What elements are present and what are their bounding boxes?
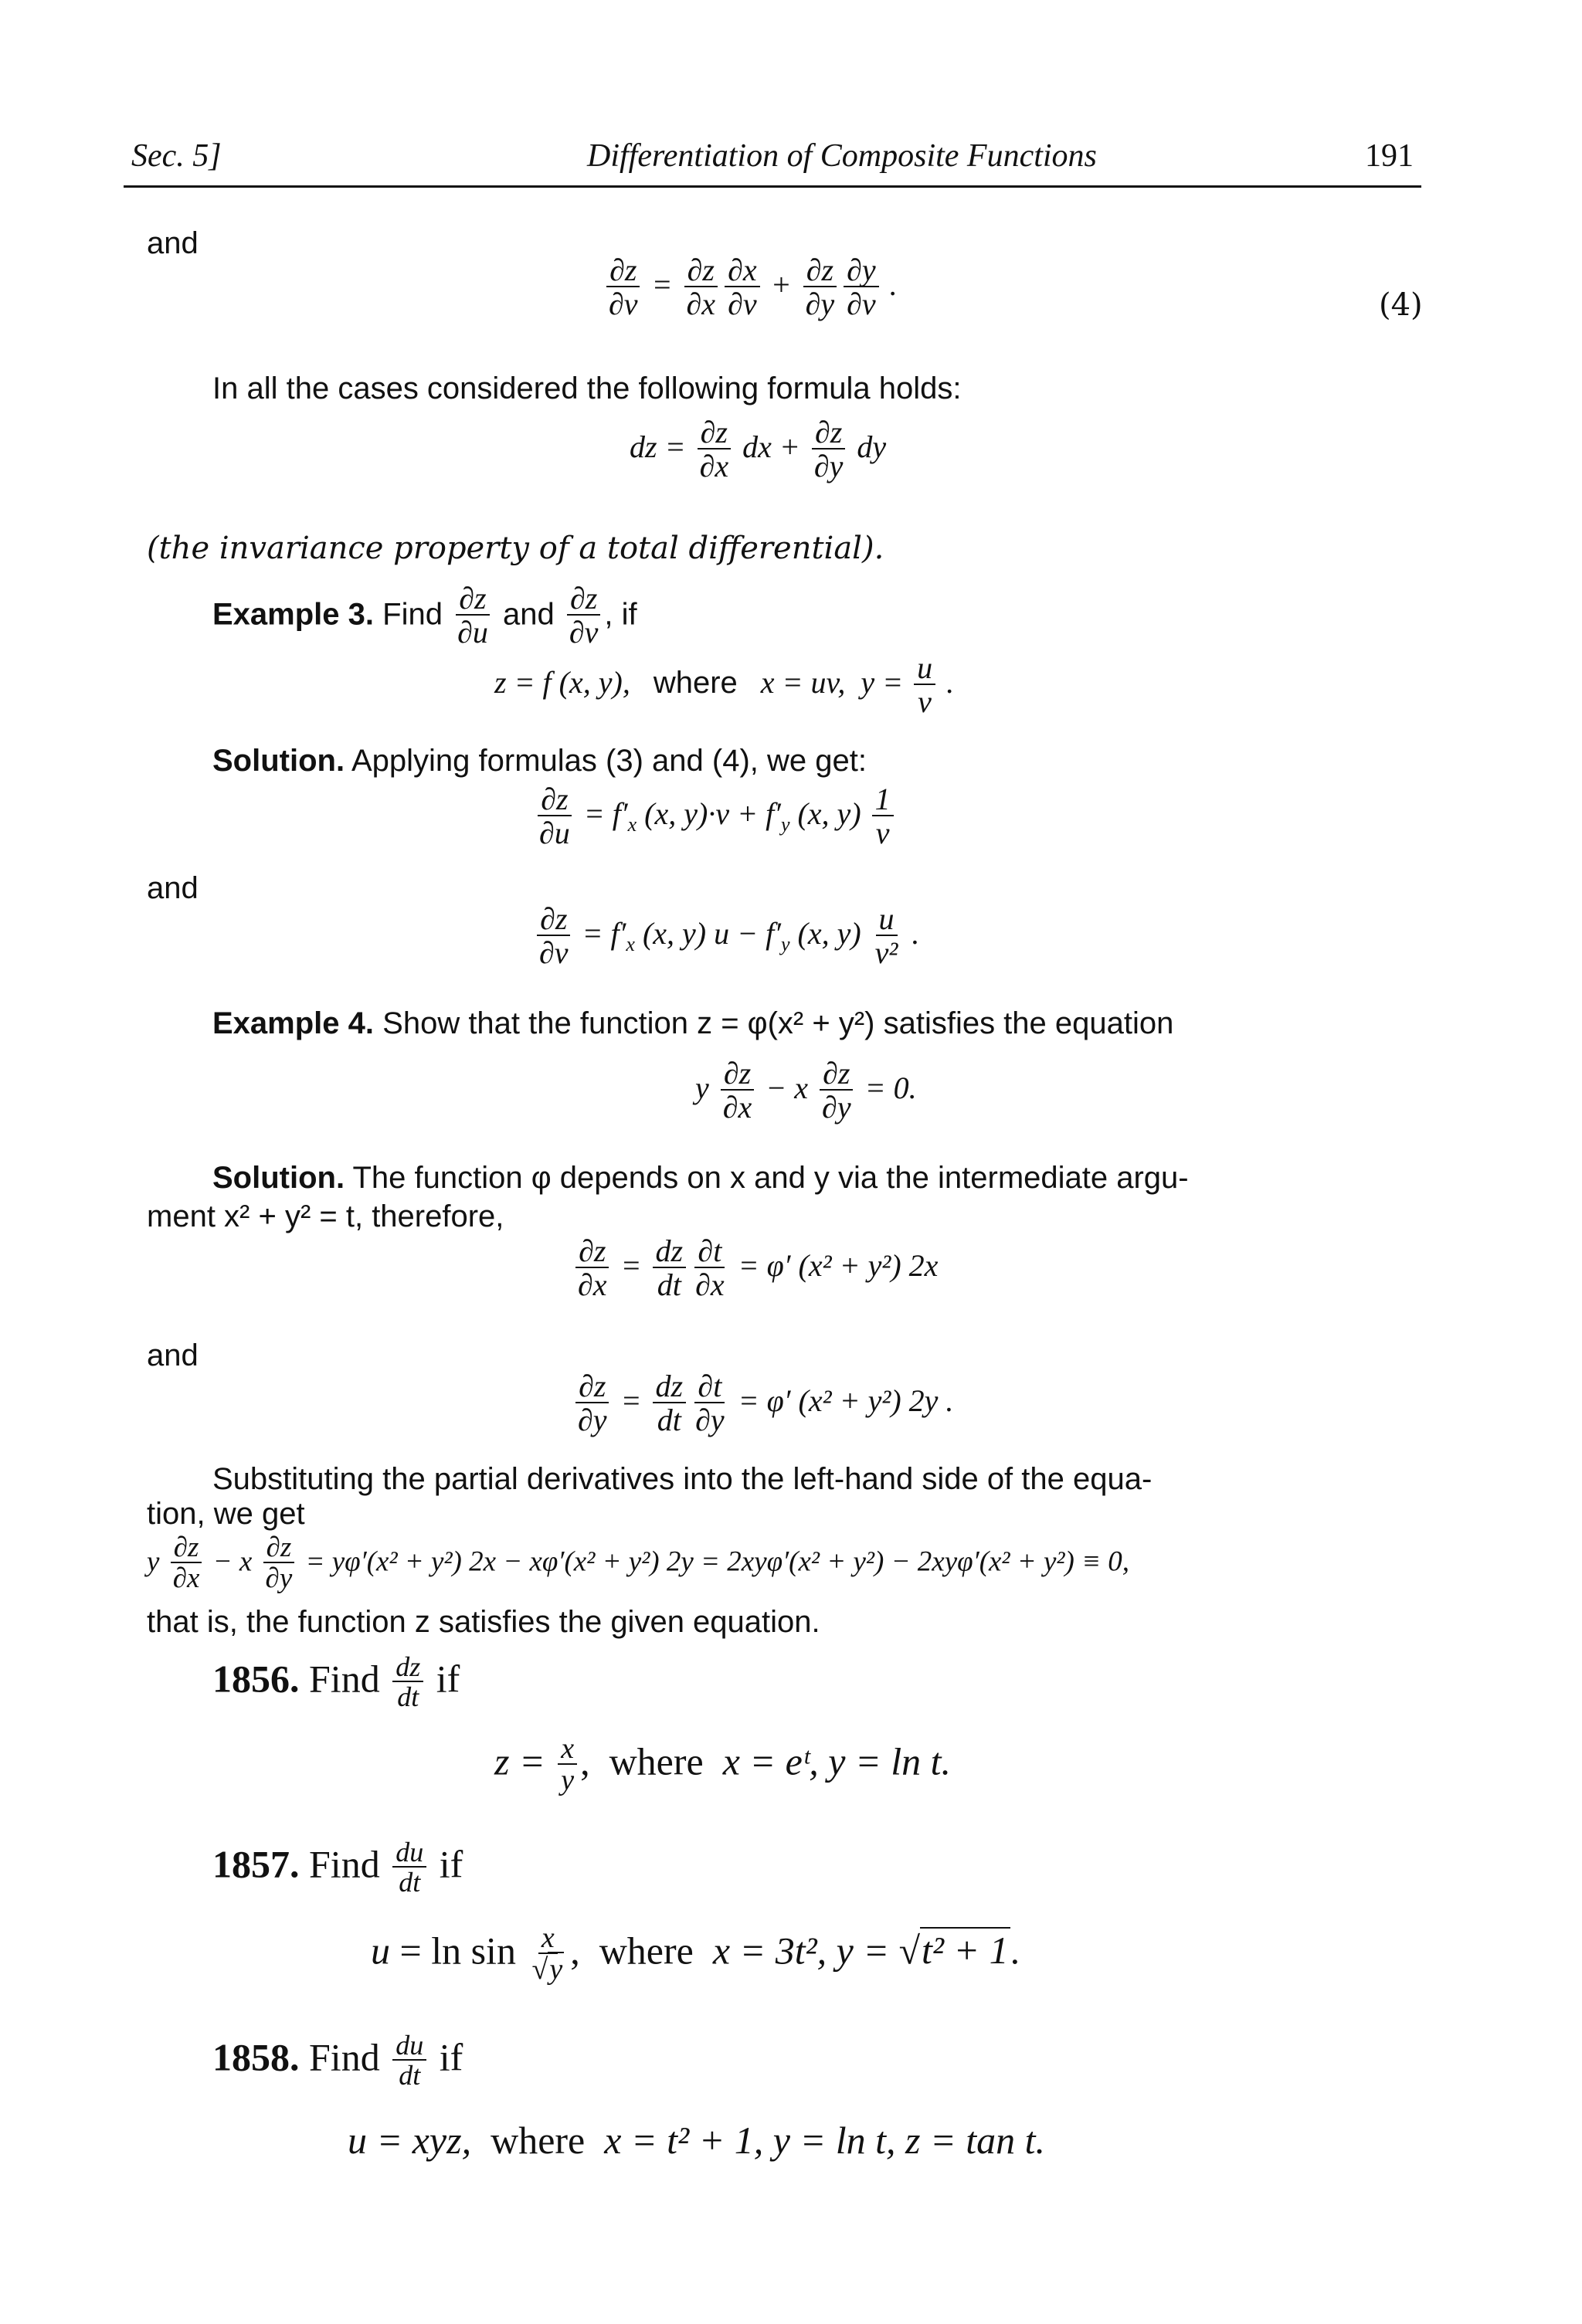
text-invariance: (the invariance property of a total differential). bbox=[147, 531, 884, 566]
text-substituting-2: tion, we get bbox=[147, 1497, 305, 1531]
text-all-cases: In all the cases considered the following formula holds: bbox=[212, 372, 962, 405]
example-3: Example 3. Find $\frac{\partial z}{\partial u}$ and $\frac{\partial z}{\partial v}$ , if bbox=[212, 581, 637, 650]
solution-1-eq-u: $\frac{\partial z}{\partial u}$ = $f'_x$ (x, $y)\cdot v + f'_y$ (x, y) $\frac{1}{v}$ bbox=[533, 784, 897, 850]
equation-4: $\frac{\partial z}{\partial v}$ = $\frac{\partial z}{\partial x}$ $\frac{\partial x}{\partial v}$ + $\frac{\partial z}{\partial y}$ $\frac{\partial y}{\partial v}$ . bbox=[603, 255, 898, 321]
problem-1858-expression: u = xyz, where x = t² + 1, y = ln t, z = tan t. bbox=[348, 2119, 1046, 2162]
solution-2: Solution. The function φ depends on x and y via the intermediate argu- bbox=[212, 1161, 1189, 1195]
solution-1-eq-v: $\frac{\partial z}{\partial v}$ = $f'_x$ (x, y) $u - f'_y$ (x, y) $\frac{u}{\text{v²}}$ . bbox=[533, 904, 919, 970]
solution-2-eq-x: $\frac{\partial z}{\partial x}$ = $\frac{dz}{dt}$ $\frac{\partial t}{\partial x}$ = φ′ (x² + y²) 2x bbox=[572, 1236, 938, 1302]
text-that-is: that is, the function z satisfies the given equation. bbox=[147, 1605, 820, 1639]
example-4: Example 4. Show that the function z = φ(x² + y²) satisfies the equation bbox=[212, 1006, 1174, 1040]
problem-1856-expression: z = $\frac{x}{y}$ , where x = eᵗ, y = ln t. bbox=[494, 1732, 951, 1796]
problem-1857-expression: u = ln sin $\frac{x}{√y}$ , where x = 3t², y = √t² + 1. bbox=[371, 1922, 1020, 1986]
example-3-definition: z = f (x, y), where x = uv, y = $\frac{u}{v}$ . bbox=[494, 650, 955, 719]
solution-2-eq-y: $\frac{\partial z}{\partial y}$ = $\frac{dz}{dt}$ $\frac{\partial t}{\partial y}$ = φ′ (x² + y²) 2y . bbox=[572, 1371, 953, 1437]
running-title: Differentiation of Composite Functions bbox=[587, 138, 1097, 174]
problem-1857: 1857. Find $\frac{du}{dt}$ if bbox=[212, 1837, 463, 1898]
solution-2-line-2: ment x² + y² = t, therefore, bbox=[147, 1199, 504, 1233]
long-equation: y $\frac{\partial z}{\partial x}$ − x $\frac{\partial z}{\partial y}$ = yφ′(x² + y²) 2x − xφ′(x² + y²) 2y = 2xyφ′(x² + y²) − 2xyφ′(x² + y²) ≡ 0, bbox=[147, 1532, 1130, 1594]
total-differential-formula: dz = $\frac{\partial z}{\partial x}$ dx + $\frac{\partial z}{\partial y}$ dy bbox=[630, 415, 887, 483]
page-header bbox=[124, 131, 1421, 188]
section-label: Sec. 5] bbox=[131, 138, 222, 174]
example-4-equation: y $\frac{\partial z}{\partial x}$ − x $\frac{\partial z}{\partial y}$ = 0. bbox=[695, 1056, 917, 1125]
problem-1856: 1856. Find $\frac{dz}{dt}$ if bbox=[212, 1651, 460, 1712]
equation-number-4: (4) bbox=[1379, 287, 1423, 323]
text-and-1: and bbox=[147, 226, 199, 260]
text-substituting: Substituting the partial derivatives into the left-hand side of the equa- bbox=[212, 1462, 1153, 1496]
problem-1858: 1858. Find $\frac{du}{dt}$ if bbox=[212, 2030, 463, 2091]
text-and-2: and bbox=[147, 871, 199, 905]
page-number: 191 bbox=[1365, 138, 1414, 174]
text-and-3: and bbox=[147, 1338, 199, 1372]
solution-1: Solution. Applying formulas (3) and (4), we get: bbox=[212, 744, 867, 778]
example-3-label: Example 3. bbox=[212, 597, 375, 632]
